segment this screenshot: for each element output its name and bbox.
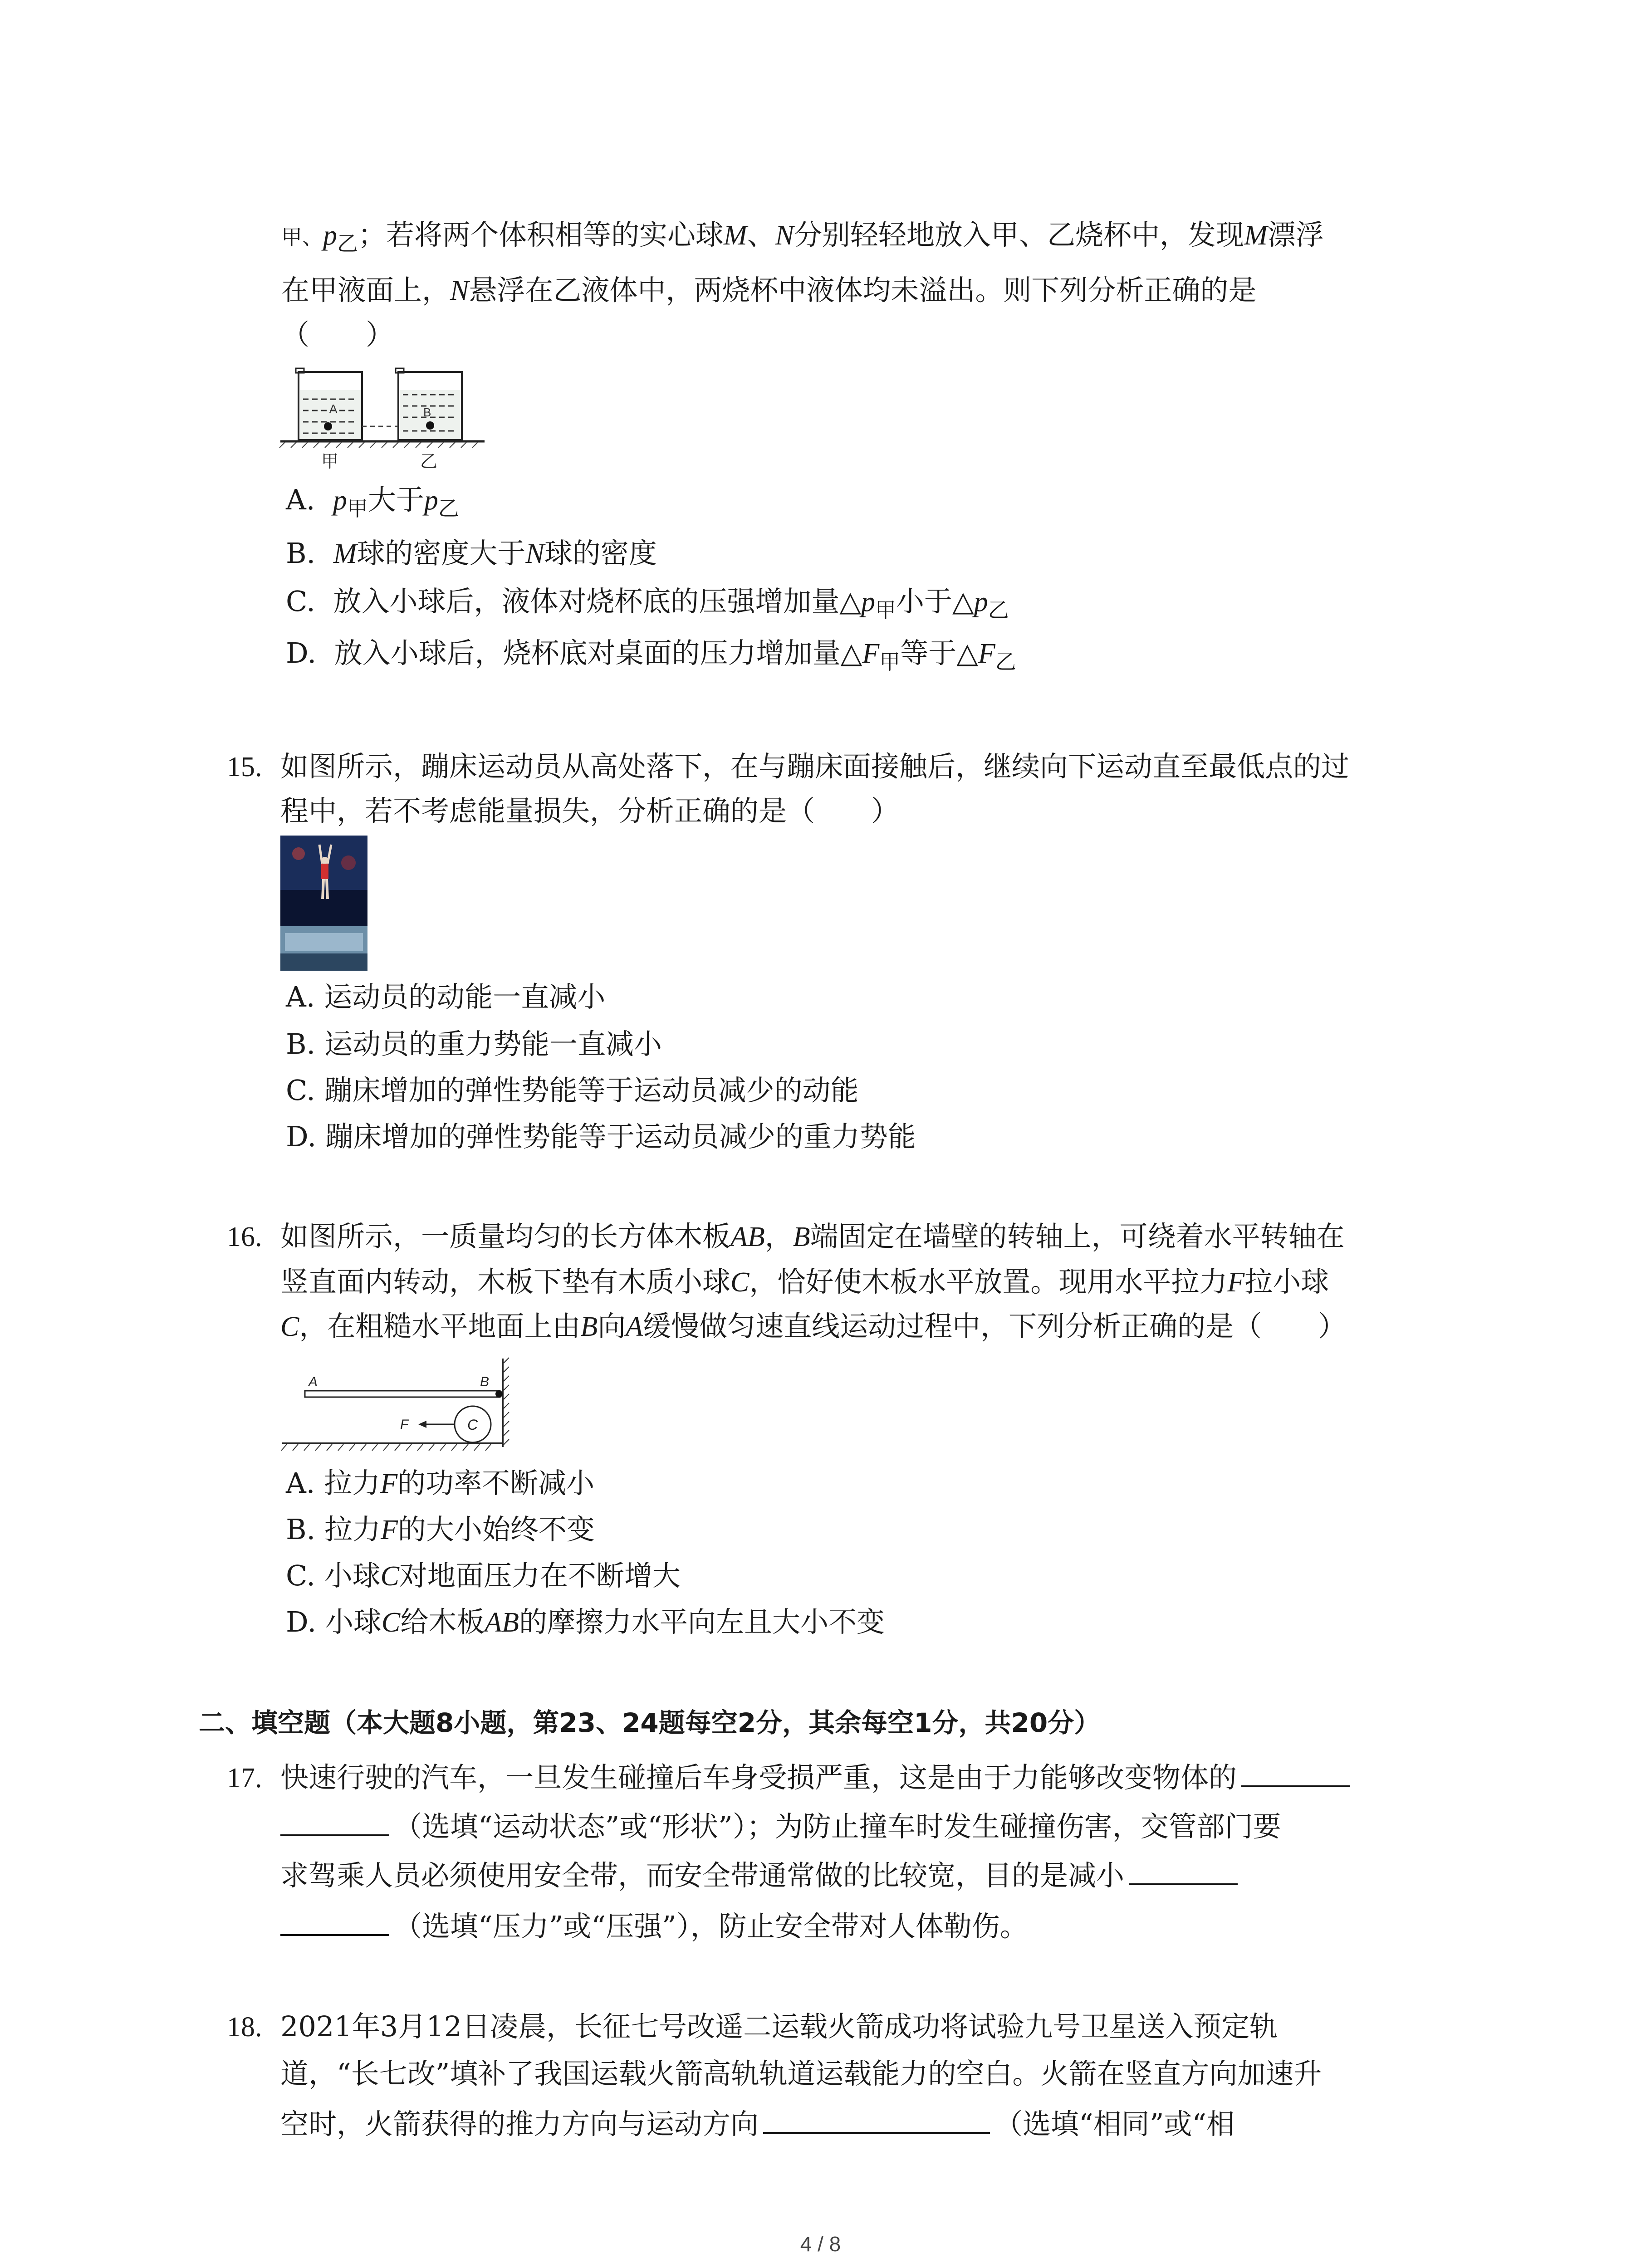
q16-option-d: D. 小球C给木板AB的摩擦力水平向左且大小不变 [286, 1605, 885, 1638]
fig-label-jia: 甲 [321, 452, 339, 471]
q16-option-b: B. 拉力F的大小始终不变 [286, 1513, 595, 1546]
q15-line-2: 程中，若不考虑能量损失，分析正确的是（ ） [280, 794, 900, 827]
fig-label-F: F [400, 1417, 409, 1432]
q17-blank-2-cont[interactable] [280, 1907, 389, 1936]
beaker-jia [296, 368, 362, 440]
q14-option-d: D. 放入小球后，烧杯底对桌面的压力增加量$\triangle F_甲$等于$\triangle F_乙$ [286, 636, 1016, 674]
q17-line-2: （选填“运动状态”或“形状”）；为防止撞车时发生碰撞伤害，交管部门要 [280, 1807, 1281, 1845]
fig-label-yi: 乙 [420, 452, 438, 471]
q17-line-1: 17. 快速行驶的汽车，一旦发生碰撞后车身受损严重，这是由于力能够改变物体的 [227, 1758, 1355, 1796]
q18-line-2: 道，“长七改”填补了我国运载火箭高轨轨道运载能力的空白。火箭在竖直方向加速升 [280, 2057, 1322, 2090]
page-number: 4 / 8 [800, 2232, 841, 2256]
q17-blank-1[interactable] [1241, 1758, 1350, 1787]
beaker-yi [396, 368, 462, 440]
q15-line-1: 15. 如图所示，蹦床运动员从高处落下，在与蹦床面接触后，继续向下运动直至最低点的过 [227, 750, 1350, 783]
trampoline-photo [280, 836, 367, 971]
q14-paren: （ ） [281, 318, 394, 351]
q18-blank-1[interactable] [763, 2105, 990, 2134]
q17-line-4: （选填“压力”或“压强”），防止安全带对人体勒伤。 [280, 1907, 1028, 1945]
q14-line-1: 甲、$p_乙$；若将两个体积相等的实心球M、N分别轻轻地放入甲、乙烧杯中，发现M漂浮 [281, 218, 1324, 256]
q14-option-c: C. 放入小球后，液体对烧杯底的压强增加量$\triangle p_甲$小于$\triangle p_乙$ [286, 585, 1009, 622]
q16-line-3: C，在粗糙水平地面上由B向A缓慢做匀速直线运动过程中，下列分析正确的是（ ） [280, 1310, 1347, 1343]
q15-option-b: B. 运动员的重力势能一直减小 [286, 1027, 662, 1061]
q18-line-1: 18. 2021年3月12日凌晨，长征七号改遥二运载火箭成功将试验九号卫星送入预定轨 [227, 2010, 1278, 2043]
beaker-label-A: A [329, 402, 338, 415]
board-ball-figure [278, 1356, 514, 1456]
q16-line-2: 竖直面内转动，木板下垫有木质小球C，恰好使木板水平放置。现用水平拉力F拉小球 [280, 1265, 1329, 1298]
fig-label-C: C [467, 1417, 478, 1433]
section-2-title: 二、填空题（本大题8小题，第23、24题每空2分，其余每空1分，共20分） [199, 1707, 1101, 1738]
q15-option-c: C. 蹦床增加的弹性势能等于运动员减少的动能 [286, 1074, 859, 1107]
q17-blank-2[interactable] [1129, 1856, 1238, 1885]
q15-option-d: D. 蹦床增加的弹性势能等于运动员减少的重力势能 [286, 1120, 916, 1153]
q17-line-3: 求驾乘人员必须使用安全带，而安全带通常做的比较宽，目的是减小 [280, 1856, 1242, 1894]
beaker-label-B: B [423, 406, 431, 419]
q16-option-a: A. 拉力F的功率不断减小 [286, 1466, 595, 1500]
q15-option-a: A. 运动员的动能一直减小 [286, 980, 606, 1013]
q14-option-b: B. M球的密度大于N球的密度 [286, 537, 657, 570]
fig-label-B: B [480, 1374, 490, 1389]
q16-option-c: C. 小球C对地面压力在不断增大 [286, 1559, 681, 1592]
fig-label-A: A [309, 1374, 318, 1389]
q18-line-3: 空时，火箭获得的推力方向与运动方向 （选填“相同”或“相 [280, 2105, 1234, 2142]
beakers-figure [276, 358, 489, 474]
q17-blank-1-cont[interactable] [280, 1807, 389, 1836]
q14-option-a: A. $p_甲$大于$p_乙$ [286, 483, 459, 521]
q16-line-1: 16. 如图所示，一质量均匀的长方体木板AB，B端固定在墙壁的转轴上，可绕着水平转轴在 [227, 1220, 1345, 1253]
q14-line-2: 在甲液面上，N悬浮在乙液体中，两烧杯中液体均未溢出。则下列分析正确的是 [281, 274, 1257, 307]
